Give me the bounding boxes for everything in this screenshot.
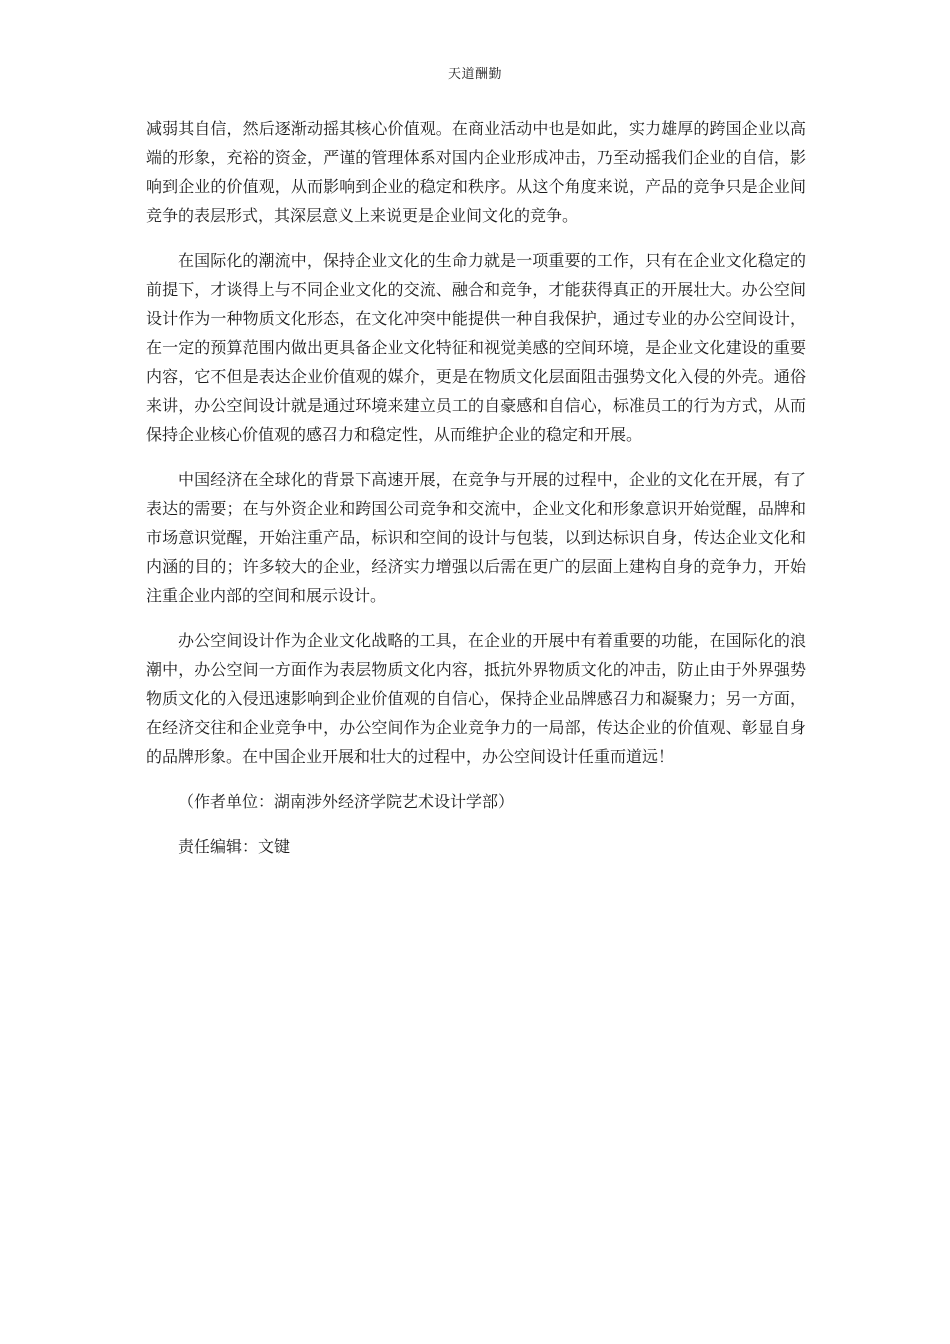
page-header: 天道酬勤 (447, 67, 502, 82)
editor-credit: 责任编辑：文键 (178, 837, 291, 856)
author-unit: （作者单位：湖南涉外经济学院艺术设计学部） (178, 792, 515, 811)
paragraph-3: 中国经济在全球化的背景下高速开展，在竞争与开展的过程中，企业的文化在开展，有了表达的需要；在与外资企业和跨国公司竞争和交流中，企业文化和形象意识开始觉醒，品牌和市场意识觉醒，开始注重产品，标识和空间的设计与包装，以到达标识自身，传达企业文化和内涵的目的；许多较大的企业，经济实力增强以后需在更广的层面上建构自身的竞争力，开始注重企业内部的空间和展示设计。 (146, 470, 806, 605)
article-body (146, 114, 806, 877)
paragraph-2: 在国际化的潮流中，保持企业文化的生命力就是一项重要的工作，只有在企业文化稳定的前提下，才谈得上与不同企业文化的交流、融合和竞争，才能获得真正的开展壮大。办公空间设计作为一种物质文化形态，在文化冲突中能提供一种自我保护，通过专业的办公空间设计，在一定的预算范围内做出更具备企业文化特征和视觉美感的空间环境，是企业文化建设的重要内容，它不但是表达企业价值观的媒介，更是在物质文化层面阻击强势文化入侵的外壳。通俗来讲，办公空间设计就是通过环境来建立员工的自豪感和自信心，标准员工的行为方式，从而保持企业核心价值观的感召力和稳定性，从而维护企业的稳定和开展。 (146, 251, 806, 444)
paragraph-4: 办公空间设计作为企业文化战略的工具，在企业的开展中有着重要的功能，在国际化的浪潮中，办公空间一方面作为表层物质文化内容，抵抗外界物质文化的冲击，防止由于外界强势物质文化的入侵迅速影响到企业价值观的自信心，保持企业品牌感召力和凝聚力；另一方面，在经济交往和企业竞争中，办公空间作为企业竞争力的一局部，传达企业的价值观、彰显自身的品牌形象。在中国企业开展和壮大的过程中，办公空间设计任重而道远！ (146, 631, 806, 766)
paragraph-1: 减弱其自信，然后逐渐动摇其核心价值观。在商业活动中也是如此，实力雄厚的跨国企业以高端的形象，充裕的资金，严谨的管理体系对国内企业形成冲击，乃至动摇我们企业的自信，影响到企业的价值观，从而影响到企业的稳定和秩序。从这个角度来说，产品的竞争只是企业间竞争的表层形式，其深层意义上来说更是企业间文化的竞争。 (146, 119, 806, 225)
